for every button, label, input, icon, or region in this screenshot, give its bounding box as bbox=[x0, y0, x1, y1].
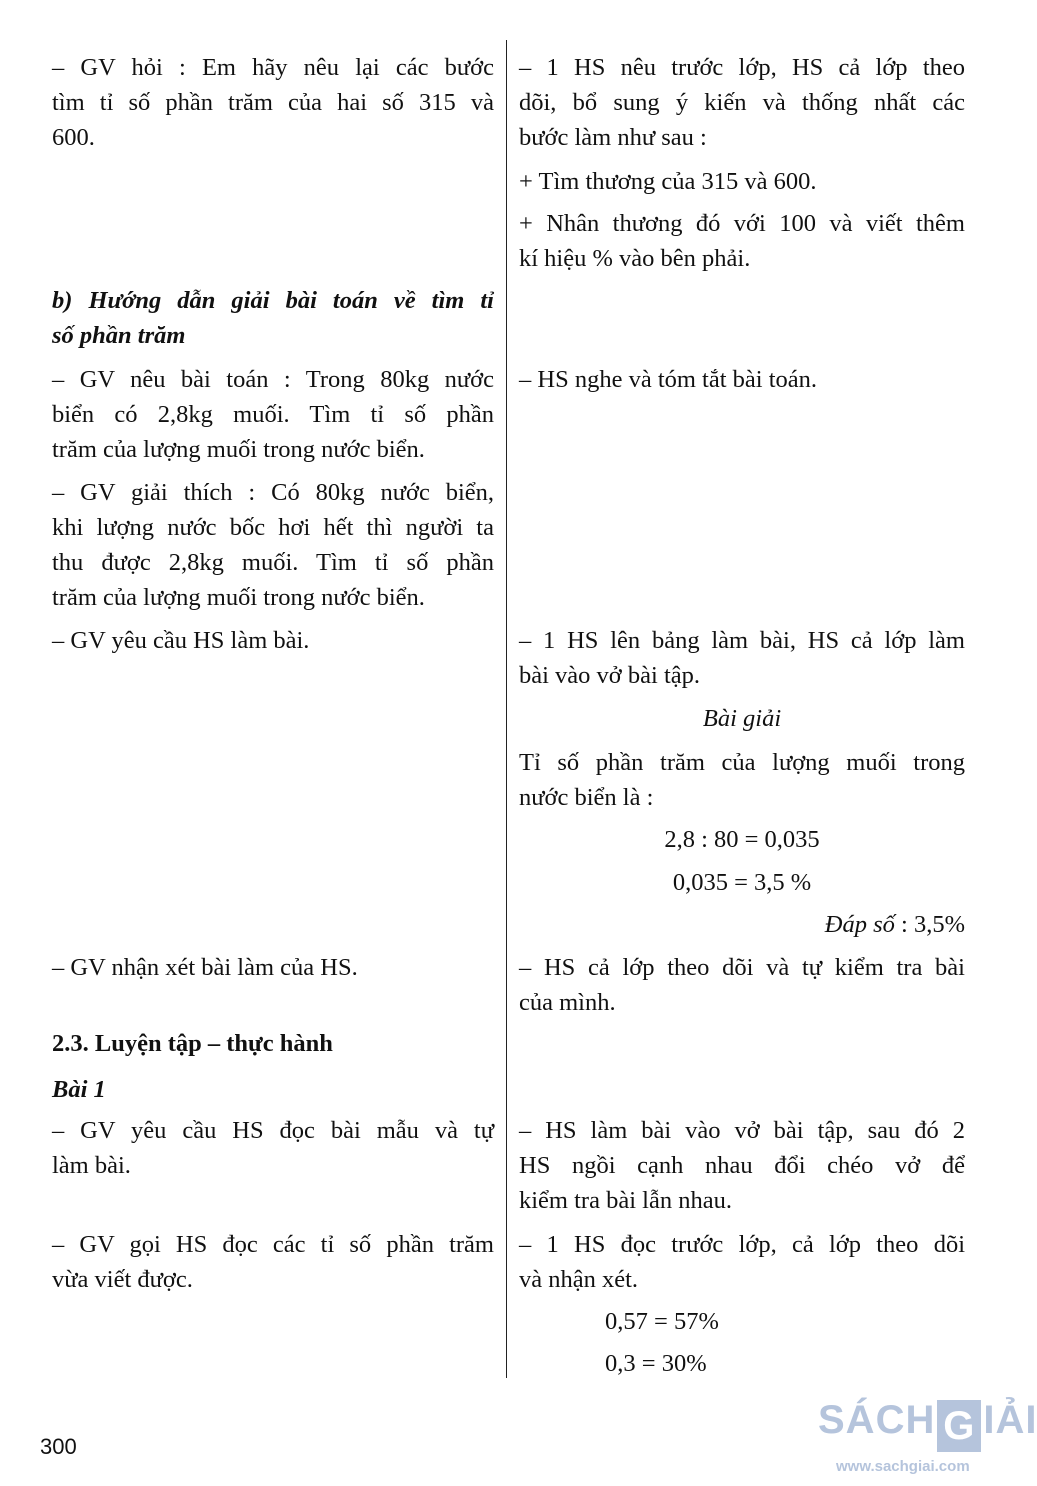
page-number: 300 bbox=[40, 1434, 77, 1459]
text-line: Bài 1 bbox=[52, 1076, 106, 1103]
hs-board bbox=[519, 623, 965, 693]
logo-g-box-icon: G bbox=[937, 1400, 981, 1452]
text-line: thu được 2,8kg muối. Tìm tỉ số phần bbox=[52, 549, 494, 576]
calc-1 bbox=[519, 822, 965, 857]
solution-text bbox=[519, 745, 965, 815]
text-line: trăm của lượng muối trong nước biển. bbox=[52, 584, 425, 611]
solution-title bbox=[519, 701, 965, 736]
result-1 bbox=[605, 1304, 905, 1339]
hs-bai1 bbox=[519, 1113, 965, 1218]
text-line: 2,8 : 80 = 0,035 bbox=[664, 826, 820, 853]
text-line: 2.3. Luyện tập – thực hành bbox=[52, 1030, 333, 1057]
text-line: khi lượng nước bốc hơi hết thì người ta bbox=[52, 514, 494, 541]
result-2 bbox=[605, 1346, 905, 1381]
text-line: dõi, bổ sung ý kiến và thống nhất các bbox=[519, 89, 965, 116]
step-1 bbox=[519, 164, 965, 199]
text-line: – GV yêu cầu HS đọc bài mẫu và tự bbox=[52, 1117, 494, 1144]
logo-text-right: IẢI bbox=[983, 1398, 1037, 1442]
calc-2 bbox=[519, 865, 965, 900]
watermark-url: www.sachgiai.com bbox=[836, 1458, 970, 1475]
text-line: kí hiệu % vào bên phải. bbox=[519, 245, 751, 272]
text-line: kiểm tra bài lẫn nhau. bbox=[519, 1187, 732, 1214]
text-line: 0,035 = 3,5 % bbox=[672, 869, 812, 896]
text-line: biển có 2,8kg muối. Tìm tỉ số phần bbox=[52, 401, 494, 428]
text-line: + Tìm thương của 315 và 600. bbox=[519, 168, 817, 195]
text-line: – GV hỏi : Em hãy nêu lại các bước bbox=[52, 54, 494, 81]
text-line: số phần trăm bbox=[52, 322, 186, 349]
text-line: của mình. bbox=[519, 989, 616, 1016]
text-line: vừa viết được. bbox=[52, 1266, 193, 1293]
hs-listen bbox=[519, 362, 965, 397]
step-2 bbox=[519, 206, 965, 276]
section-b-heading bbox=[52, 283, 494, 353]
answer bbox=[519, 907, 965, 942]
text-line: b) Hướng dẫn giải bài toán về tìm tỉ bbox=[52, 287, 494, 314]
text-line: – GV giải thích : Có 80kg nước biển, bbox=[52, 479, 494, 506]
hs-check bbox=[519, 950, 965, 1020]
text-line: trăm của lượng muối trong nước biển. bbox=[52, 436, 425, 463]
logo-text-left: SÁCH bbox=[818, 1398, 936, 1442]
text-line: bài vào vở bài tập. bbox=[519, 662, 700, 689]
text-line: HS ngồi cạnh nhau đổi chéo vở để bbox=[519, 1152, 965, 1179]
text-line: làm bài. bbox=[52, 1152, 131, 1179]
text-line: và nhận xét. bbox=[519, 1266, 639, 1293]
text-line: – HS cả lớp theo dõi và tự kiểm tra bài bbox=[519, 954, 965, 981]
text-line: 600. bbox=[52, 124, 95, 151]
gv-assign bbox=[52, 623, 494, 658]
answer-label: Đáp số bbox=[824, 911, 895, 938]
gv-review bbox=[52, 950, 494, 985]
text-line: – GV nêu bài toán : Trong 80kg nước bbox=[52, 366, 494, 393]
text-line: – HS nghe và tóm tắt bài toán. bbox=[519, 366, 818, 393]
watermark-logo bbox=[818, 1398, 1037, 1448]
text-line: + Nhân thương đó với 100 và viết thêm bbox=[519, 210, 965, 237]
text-line: – GV gọi HS đọc các tỉ số phần trăm bbox=[52, 1231, 494, 1258]
text-line: – 1 HS nêu trước lớp, HS cả lớp theo bbox=[519, 54, 965, 81]
text-line: 0,57 = 57% bbox=[605, 1308, 719, 1335]
text-line: – HS làm bài vào vở bài tập, sau đó 2 bbox=[519, 1117, 965, 1144]
text-line: – 1 HS lên bảng làm bài, HS cả lớp làm bbox=[519, 627, 965, 654]
text-line: 0,3 = 30% bbox=[605, 1350, 707, 1377]
text-line: tìm tỉ số phần trăm của hai số 315 và bbox=[52, 89, 494, 116]
text-line: bước làm như sau : bbox=[519, 124, 707, 151]
answer-value: : 3,5% bbox=[894, 911, 965, 938]
text-line: nước biển là : bbox=[519, 784, 654, 811]
gv-problem bbox=[52, 362, 494, 467]
text-line: Bài giải bbox=[702, 705, 782, 732]
text-line: – GV nhận xét bài làm của HS. bbox=[52, 954, 358, 981]
bai1-heading bbox=[52, 1072, 494, 1107]
text-line: – 1 HS đọc trước lớp, cả lớp theo dõi bbox=[519, 1231, 965, 1258]
column-divider bbox=[506, 40, 507, 1378]
text-line: – GV yêu cầu HS làm bài. bbox=[52, 627, 310, 654]
gv-read bbox=[52, 1227, 494, 1297]
section-23-heading bbox=[52, 1026, 494, 1061]
hs-state bbox=[519, 50, 965, 155]
gv-question bbox=[52, 50, 494, 155]
gv-explain bbox=[52, 475, 494, 615]
hs-read bbox=[519, 1227, 965, 1297]
text-line: Tỉ số phần trăm của lượng muối trong bbox=[519, 749, 965, 776]
gv-bai1 bbox=[52, 1113, 494, 1183]
